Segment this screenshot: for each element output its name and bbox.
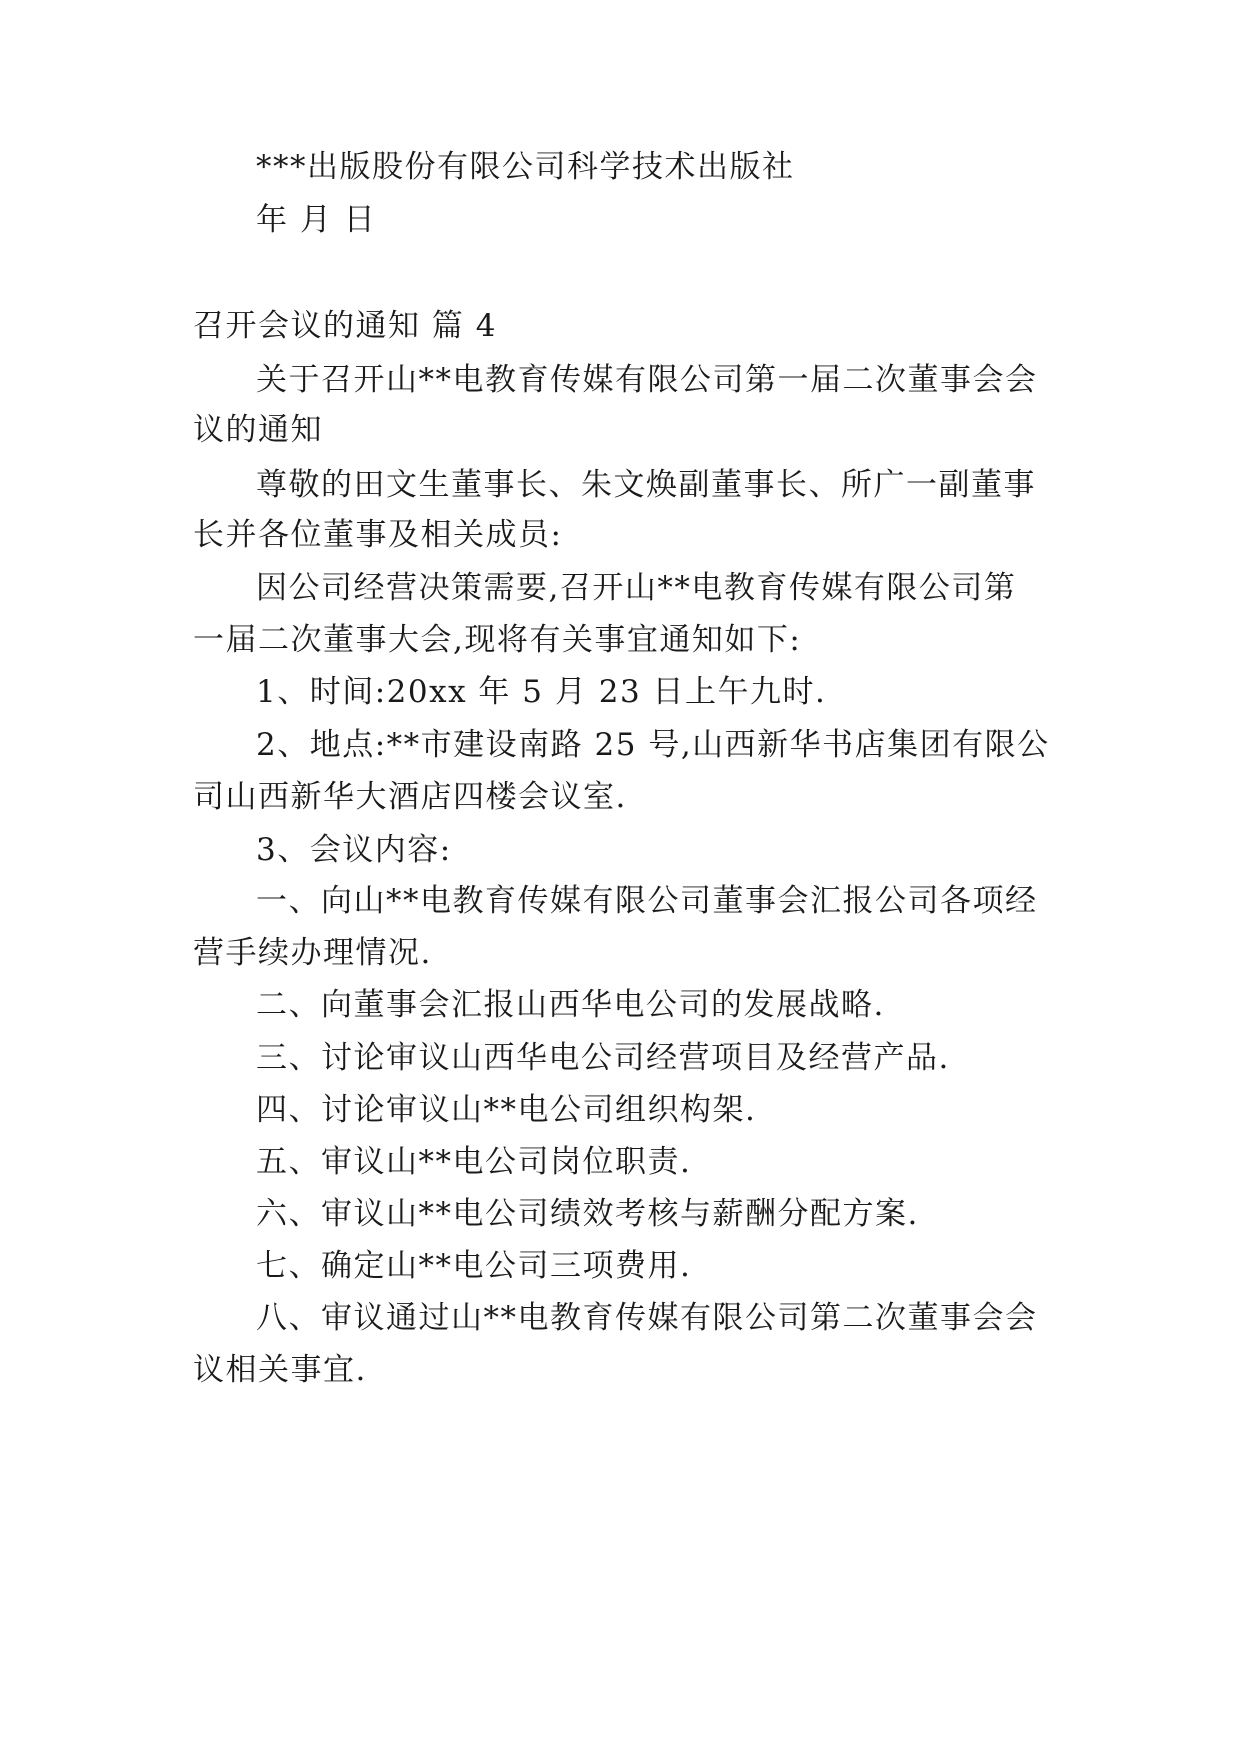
item-place-line-1: 2、地点:**市建设南路 25 号,山西新华书店集团有限公 bbox=[256, 727, 1050, 763]
agenda-item-1-line-1: 一、向山**电教育传媒有限公司董事会汇报公司各项经 bbox=[256, 883, 1038, 919]
signature-date: 年 月 日 bbox=[256, 202, 377, 238]
agenda-item-2: 二、向董事会汇报山西华电公司的发展战略. bbox=[256, 987, 885, 1023]
salutation-line-1: 尊敬的田文生董事长、朱文焕副董事长、所广一副董事 bbox=[256, 467, 1036, 503]
agenda-item-5: 五、审议山**电公司岗位职责. bbox=[256, 1144, 692, 1180]
publisher-signature: ***出版股份有限公司科学技术出版社 bbox=[256, 149, 795, 185]
notice-title-line-2: 议的通知 bbox=[193, 412, 323, 448]
intro-line-1: 因公司经营决策需要,召开山**电教育传媒有限公司第 bbox=[256, 570, 1017, 606]
agenda-item-4: 四、讨论审议山**电公司组织构架. bbox=[256, 1092, 757, 1128]
intro-line-2: 一届二次董事大会,现将有关事宜通知如下: bbox=[193, 622, 802, 658]
item-place-line-2: 司山西新华大酒店四楼会议室. bbox=[193, 779, 627, 815]
agenda-item-8-line-2: 议相关事宜. bbox=[193, 1352, 367, 1388]
item-time: 1、时间:20xx 年 5 月 23 日上午九时. bbox=[256, 674, 827, 710]
item-content: 3、会议内容: bbox=[256, 832, 452, 868]
agenda-item-7: 七、确定山**电公司三项费用. bbox=[256, 1248, 692, 1284]
section-title: 召开会议的通知 篇 4 bbox=[193, 308, 497, 344]
notice-title-line-1: 关于召开山**电教育传媒有限公司第一届二次董事会会 bbox=[256, 362, 1038, 398]
salutation-line-2: 长并各位董事及相关成员: bbox=[193, 517, 563, 553]
agenda-item-6: 六、审议山**电公司绩效考核与薪酬分配方案. bbox=[256, 1196, 919, 1232]
agenda-item-1-line-2: 营手续办理情况. bbox=[193, 935, 432, 971]
agenda-item-3: 三、讨论审议山西华电公司经营项目及经营产品. bbox=[256, 1040, 950, 1076]
agenda-item-8-line-1: 八、审议通过山**电教育传媒有限公司第二次董事会会 bbox=[256, 1300, 1038, 1336]
